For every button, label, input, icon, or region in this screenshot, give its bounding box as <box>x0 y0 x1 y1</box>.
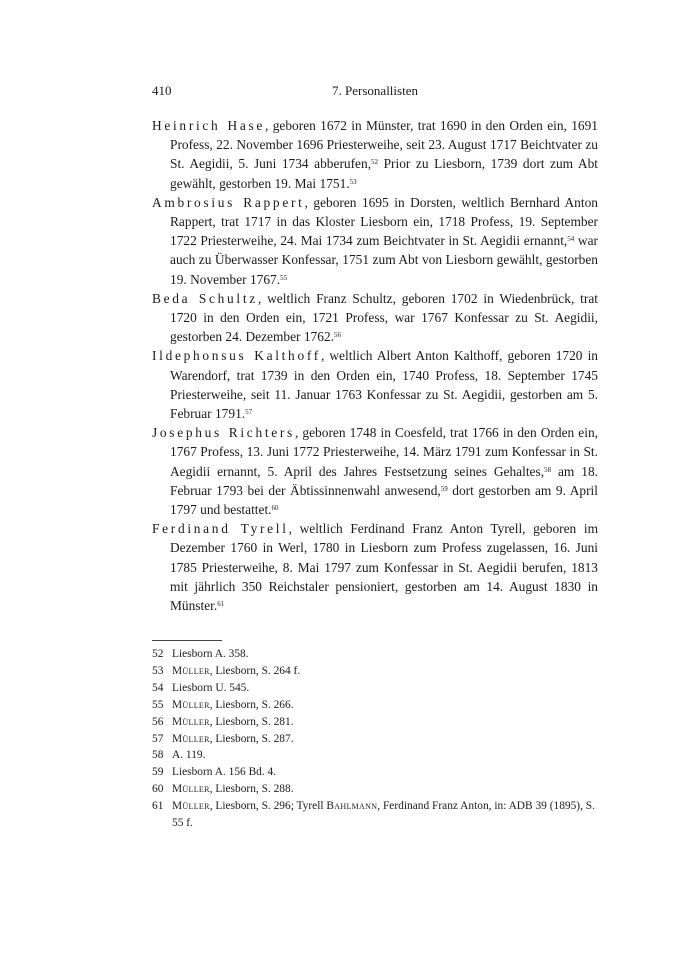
footnote-ref[interactable]: 52 <box>371 158 379 167</box>
author-name: Müller <box>172 783 210 796</box>
footnote-text: Müller, Liesborn, S. 281. <box>172 715 294 728</box>
footnote-number: 57 <box>152 732 164 745</box>
footnote-ref[interactable]: 61 <box>217 600 225 609</box>
footnote-number: 52 <box>152 648 164 660</box>
footnote-number: 61 <box>152 800 164 813</box>
author-name: Müller <box>172 698 210 711</box>
footnote-55 <box>152 697 598 714</box>
page-number: 410 <box>152 83 172 98</box>
author-name: Müller <box>172 800 210 813</box>
footnote-53 <box>152 663 598 680</box>
footnote-60 <box>152 781 598 798</box>
footnote-ref[interactable]: 53 <box>349 177 357 186</box>
footnote-number: 55 <box>152 698 164 711</box>
entry-ildephonsus-kalthoff: Ildephonsus Kalthoff, weltlich Albert Anton Kalthoff, geboren 1720 in Warendorf, trat 1739 in den Orden ein, 1740 Profess, 18. September 1745 Priesterweihe, seit 11. Januar 1763 Konfessar zu St. Aegidii, gestorben am 5. Februar 1791.57 <box>152 348 599 422</box>
footnote-text: Müller, Liesborn, S. 287. <box>172 732 294 745</box>
entry-name: Beda Schultz <box>152 290 258 306</box>
footnote-number: 54 <box>152 681 164 694</box>
footnote-58 <box>152 747 598 764</box>
footnote-number: 58 <box>152 749 164 762</box>
author-name: Müller <box>172 664 210 677</box>
footnote-text: Liesborn A. 156 Bd. 4. <box>172 766 277 779</box>
author-name: Bahlmann <box>326 800 378 813</box>
entry-name: Josephus Richters <box>152 425 295 441</box>
author-name: Müller <box>172 732 210 745</box>
footnote-number: 59 <box>152 766 164 779</box>
footnote-divider <box>152 640 222 641</box>
footnote-ref[interactable]: 57 <box>245 408 253 417</box>
entry-josephus-richters: Josephus Richters, geboren 1748 in Coesfeld, trat 1766 in den Orden ein, 1767 Profess, 13. Juni 1772 Priesterweihe, 14. März 1791 zum Konfessar in St. Aegidii ernannt, 5. April des Jahres Festsetzung seines Gehaltes,$^{58}$ am 18. Februar 1793 bei der Äbtissinnenwahl anwesend,$^{59}$ dort gestorben am 9. April 1797 und bestattet.$^{60}$ <box>152 425 599 518</box>
footnote-ref[interactable]: 60 <box>271 504 279 513</box>
footnote-text: Liesborn U. 545. <box>172 681 250 694</box>
footnote-56 <box>152 714 598 731</box>
footnote-ref[interactable]: 56 <box>333 331 341 340</box>
entry-beda-schultz: Beda Schultz, weltlich Franz Schultz, geboren 1702 in Wiedenbrück, trat 1720 in den Orden ein, 1721 Profess, war 1767 Konfessar zu St. Aegidii, gestorben 24. Dezember 1762.56 <box>152 290 598 345</box>
entry-ferdinand-tyrell: Ferdinand Tyrell, weltlich Ferdinand Franz Anton Tyrell, geboren im Dezember 1760 in Werl, 1780 in Liesborn zum Profess zugelassen, 16. Juni 1785 Priesterweihe, 8. Mai 1797 zum Konfessar in St. Aegidii berufen, 1813 mit jährlich 350 Reichstaler pensioniert, gestorben am 14. August 1830 in Münster.$^{61}$ <box>152 521 598 614</box>
body-text <box>152 116 598 615</box>
footnote-ref[interactable]: 58 <box>544 465 552 474</box>
footnote-ref[interactable]: 55 <box>280 273 288 282</box>
entry-heinrich-hase: Heinrich Hase, geboren 1672 in Münster, trat 1690 in den Orden ein, 1691 Profess, 22. November 1696 Priesterweihe, seit 23. August 1717 Beichtvater zu St. Aegidii, 5. Juni 1734 abberufen,$^{52}$ Prior zu Liesborn, 1739 dort zum Abt gewählt, gestorben 19. Mai 1751.53 <box>152 118 598 191</box>
running-title: 7. Personallisten <box>332 83 418 98</box>
footnote-text: Müller, Liesborn, S. 264 f. <box>172 664 301 677</box>
footnote-61 <box>152 798 598 832</box>
footnote-text: Müller, Liesborn, S. 266. <box>172 698 294 711</box>
entry-name: Heinrich Hase <box>152 118 266 133</box>
footnote-number: 53 <box>152 664 164 677</box>
entry-name: Ambrosius Rappert <box>152 194 305 210</box>
entry-name: Ferdinand Tyrell <box>152 521 289 537</box>
footnote-number: 56 <box>152 715 164 728</box>
entry-name: Ildephonsus Kalthoff <box>152 348 321 364</box>
footnote-text: Müller, Liesborn, S. 288. <box>172 783 294 796</box>
footnote-ref[interactable]: 54 <box>567 235 575 244</box>
footnote-text: A. 119. <box>172 749 206 762</box>
entry-ambrosius-rappert: Ambrosius Rappert, geboren 1695 in Dorsten, weltlich Bernhard Anton Rappert, trat 1717 in das Kloster Liesborn ein, 1718 Profess, 19. September 1722 Priesterweihe, 24. Mai 1734 zum Beichtvater in St. Aegidii ernannt,$^{54}$ war auch zu Überwasser Konfessar, 1751 zum Abt von Liesborn gewählt, gestorben 19. November 1767.55 <box>152 194 599 287</box>
footnote-52 <box>152 646 598 663</box>
footnote-text: Liesborn A. 358. <box>172 648 249 660</box>
footnotes <box>152 646 598 832</box>
footnote-ref[interactable]: 59 <box>440 484 448 493</box>
footnote-54 <box>152 680 598 697</box>
author-name: Müller <box>172 715 210 728</box>
footnote-59 <box>152 764 598 781</box>
footnote-number: 60 <box>152 783 164 796</box>
footnote-57 <box>152 731 598 748</box>
footnote-text: Müller, Liesborn, S. 296; Tyrell Bahlmann, Ferdinand Franz Anton, in: ADB 39 (1895), S. 55 f. <box>172 800 595 830</box>
